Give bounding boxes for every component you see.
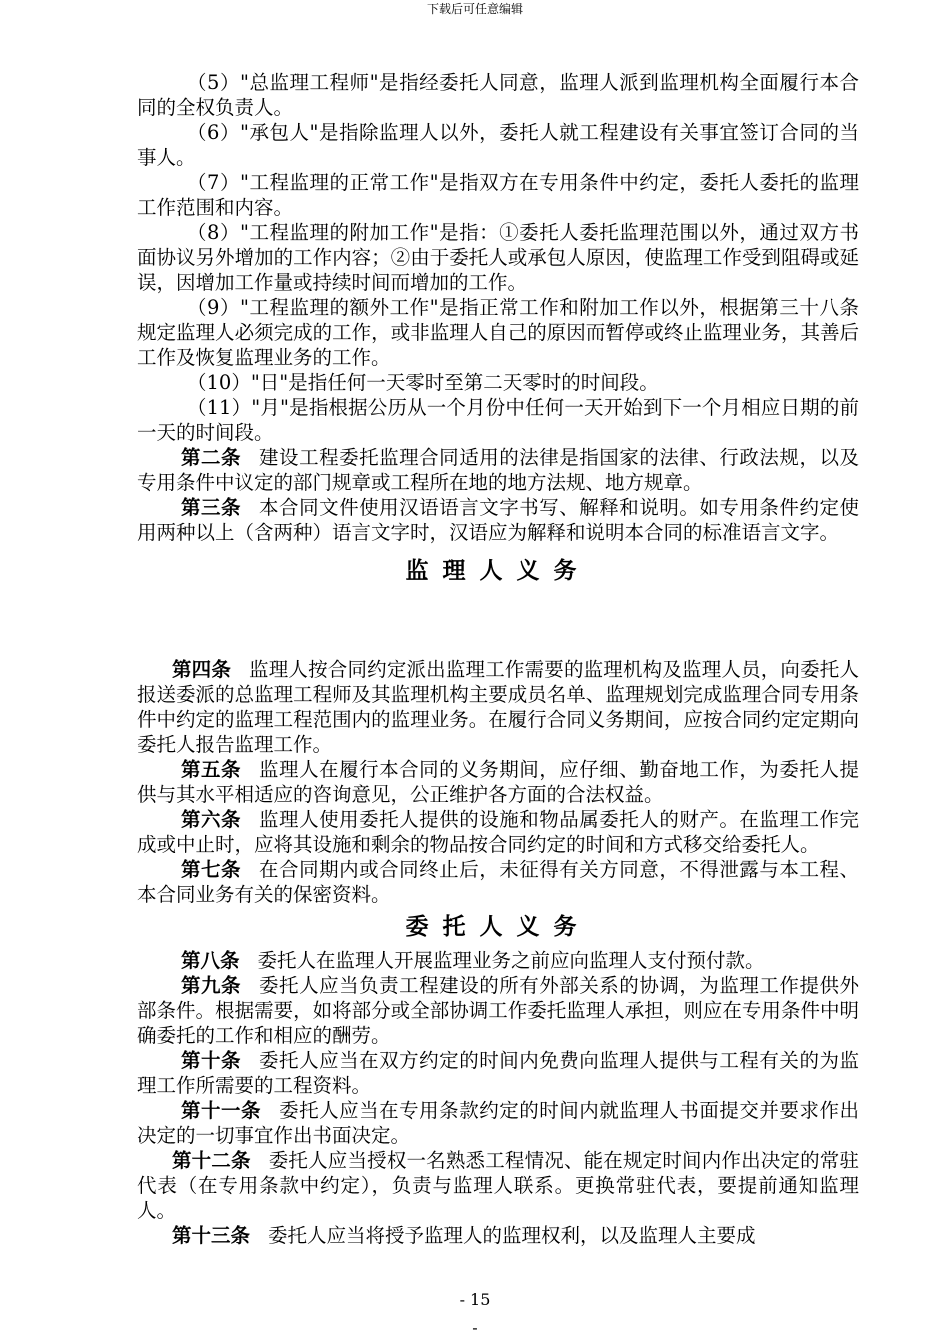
page-number: - 15 bbox=[459, 1290, 491, 1309]
article-number: 第七条 bbox=[181, 858, 242, 881]
article-3 bbox=[137, 495, 859, 545]
definition-10: （10）"日"是指任何一天零时至第二天零时的时间段。 bbox=[187, 371, 659, 394]
article-number: 第五条 bbox=[181, 758, 242, 781]
article-text: 委托人应当将授予监理人的监理权利，以及监理人主要成 bbox=[268, 1224, 756, 1247]
article-number: 第八条 bbox=[181, 949, 240, 972]
article-text: 委托人在监理人开展监理业务之前应向监理人支付预付款。 bbox=[257, 949, 765, 972]
definition-9: （9）"工程监理的额外工作"是指正常工作和附加工作以外，根据第三十八条规定监理人必须完成的工作，或非监理人自己的原因而暂停或终止监理业务，其善后工作及恢复监理业务的工作。 bbox=[137, 296, 859, 369]
section-heading-supervisor-obligations: 监理人义务 bbox=[405, 558, 591, 584]
article-8 bbox=[137, 948, 859, 973]
article-number: 第十二条 bbox=[172, 1149, 251, 1172]
article-11 bbox=[137, 1098, 859, 1148]
article-number: 第六条 bbox=[181, 808, 242, 831]
article-number: 第九条 bbox=[181, 974, 242, 997]
definition-5: （5）"总监理工程师"是指经委托人同意，监理人派到监理机构全面履行本合同的全权负责人。 bbox=[137, 71, 859, 119]
article-6 bbox=[137, 807, 859, 857]
article-text: 建设工程委托监理合同适用的法律是指国家的法律、行政法规，以及专用条件中议定的部门规章或工程所在地的地方法规、地方规章。 bbox=[137, 446, 859, 494]
article-number: 第二条 bbox=[181, 446, 242, 469]
article-7 bbox=[137, 857, 859, 907]
article-text: 监理人按合同约定派出监理工作需要的监理机构及监理人员，向委托人报送委派的总监理工程师及其监理机构主要成员名单、监理规划完成监理合同专用条件中约定的监理工程范围内的监理业务。在履行合同义务期间，应按合同约定定期向委托人报告监理工作。 bbox=[137, 658, 859, 756]
article-number: 第三条 bbox=[181, 496, 242, 519]
article-text: 委托人应当负责工程建设的所有外部关系的协调，为监理工作提供外部条件。根据需要，如将部分或全部协调工作委托监理人承担，则应在专用条件中明确委托的工作和相应的酬劳。 bbox=[137, 974, 859, 1047]
definition-7: （7）"工程监理的正常工作"是指双方在专用条件中约定，委托人委托的监理工作范围和内容。 bbox=[137, 171, 859, 219]
article-text: 监理人在履行本合同的义务期间，应仔细、勤奋地工作，为委托人提供与其水平相适应的咨询意见，公正维护各方面的合法权益。 bbox=[137, 758, 859, 806]
article-text: 监理人使用委托人提供的设施和物品属委托人的财产。在监理工作完成或中止时，应将其设施和剩余的物品按合同约定的时间和方式移交给委托人。 bbox=[137, 808, 859, 856]
article-13 bbox=[137, 1223, 859, 1248]
article-text: 本合同文件使用汉语语言文字书写、解释和说明。如专用条件约定使用两种以上（含两种）语言文字时，汉语应为解释和说明本合同的标准语言文字。 bbox=[137, 496, 859, 544]
article-2 bbox=[137, 445, 859, 495]
definition-6: （6）"承包人"是指除监理人以外，委托人就工程建设有关事宜签订合同的当事人。 bbox=[137, 121, 859, 169]
article-number: 第十三条 bbox=[172, 1224, 251, 1247]
article-text: 委托人应当授权一名熟悉工程情况、能在规定时间内作出决定的常驻代表（在专用条款中约定），负责与监理人联系。更换常驻代表，要提前通知监理人。 bbox=[137, 1149, 859, 1222]
definition-11: （11）"月"是指根据公历从一个月份中任何一天开始到下一个月相应日期的前一天的时间段。 bbox=[137, 396, 859, 444]
article-text: 委托人应当在双方约定的时间内免费向监理人提供与工程有关的为监理工作所需要的工程资料。 bbox=[137, 1049, 859, 1097]
page-number-dash: - bbox=[472, 1318, 478, 1337]
section-heading-client-obligations: 委托人义务 bbox=[405, 914, 591, 940]
article-12 bbox=[137, 1148, 859, 1223]
article-10 bbox=[137, 1048, 859, 1098]
article-number: 第四条 bbox=[172, 658, 232, 681]
article-5 bbox=[137, 757, 859, 807]
article-text: 委托人应当在专用条款约定的时间内就监理人书面提交并要求作出决定的一切事宜作出书面决定。 bbox=[137, 1099, 859, 1147]
page-header-note: 下载后可任意编辑 bbox=[426, 2, 523, 16]
article-4 bbox=[137, 657, 859, 757]
article-number: 第十一条 bbox=[181, 1099, 262, 1122]
article-text: 在合同期内或合同终止后，未征得有关方同意，不得泄露与本工程、本合同业务有关的保密资料。 bbox=[137, 858, 859, 906]
definition-8: （8）"工程监理的附加工作"是指：①委托人委托监理范围以外，通过双方书面协议另外增加的工作内容；②由于委托人或承包人原因，使监理工作受到阻碍或延误，因增加工作量或持续时间而增加的工作。 bbox=[137, 221, 859, 294]
article-9 bbox=[137, 973, 859, 1048]
document-body bbox=[137, 70, 859, 1248]
article-number: 第十条 bbox=[181, 1049, 242, 1072]
